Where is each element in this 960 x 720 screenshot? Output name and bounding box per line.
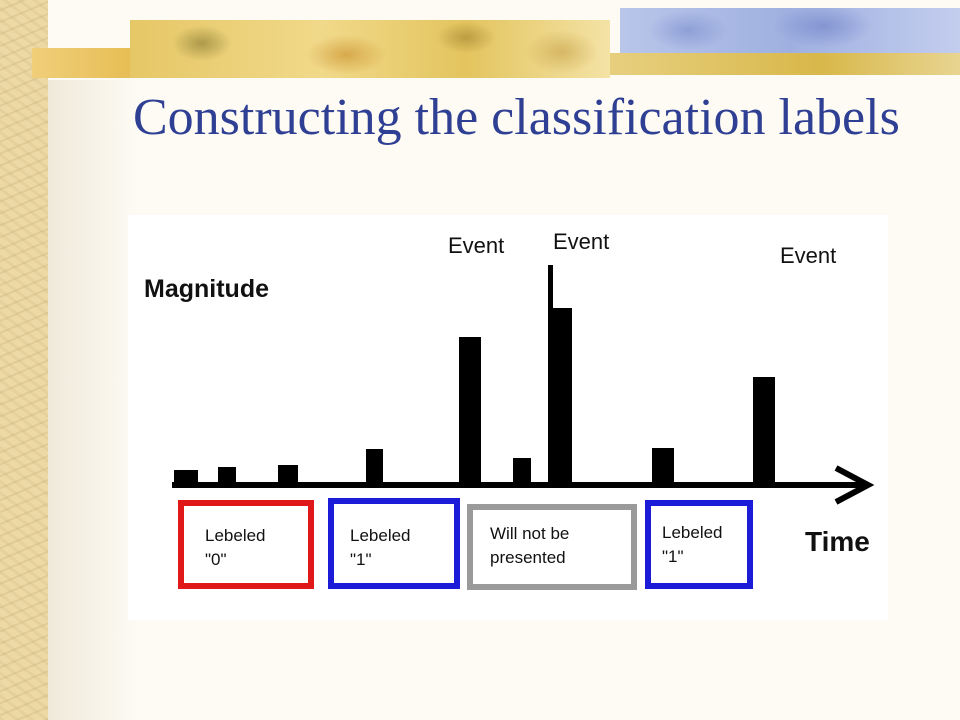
classification-diagram bbox=[128, 215, 888, 620]
top-decor-banner bbox=[130, 20, 610, 78]
segment-2-line2: "1" bbox=[350, 550, 372, 569]
left-shade bbox=[48, 80, 138, 720]
time-label: Time bbox=[805, 526, 870, 557]
bar bbox=[513, 458, 531, 485]
top-decor-strip bbox=[610, 53, 960, 75]
magnitude-label: Magnitude bbox=[144, 275, 269, 303]
bar bbox=[366, 449, 383, 485]
event-label-3: Event bbox=[780, 243, 837, 268]
event-label-2: Event bbox=[553, 229, 610, 254]
bar bbox=[174, 470, 198, 485]
bar bbox=[218, 467, 236, 485]
segment-3-line1: Will not be bbox=[490, 524, 570, 543]
bar bbox=[278, 465, 298, 485]
top-decor-left bbox=[32, 48, 132, 78]
event-bar-2 bbox=[552, 308, 572, 485]
segment-4-line1: Lebeled bbox=[662, 523, 723, 542]
segment-box-not-presented bbox=[470, 507, 634, 587]
bar bbox=[652, 448, 674, 485]
segment-1-line1: Lebeled bbox=[205, 526, 266, 545]
segment-2-line1: Lebeled bbox=[350, 526, 411, 545]
segment-1-line2: "0" bbox=[205, 550, 227, 569]
segment-box-labeled-1-second bbox=[648, 503, 750, 586]
left-texture-strip bbox=[0, 0, 48, 720]
top-decor-right bbox=[620, 8, 960, 53]
segment-4-line2: "1" bbox=[662, 547, 684, 566]
event-label-1: Event bbox=[448, 233, 505, 258]
diagram-panel bbox=[128, 215, 888, 620]
event-bar-1 bbox=[459, 337, 481, 485]
segment-3-line2: presented bbox=[490, 548, 566, 567]
event-bar-3 bbox=[753, 377, 775, 485]
slide-title: Constructing the classification labels bbox=[133, 89, 900, 146]
